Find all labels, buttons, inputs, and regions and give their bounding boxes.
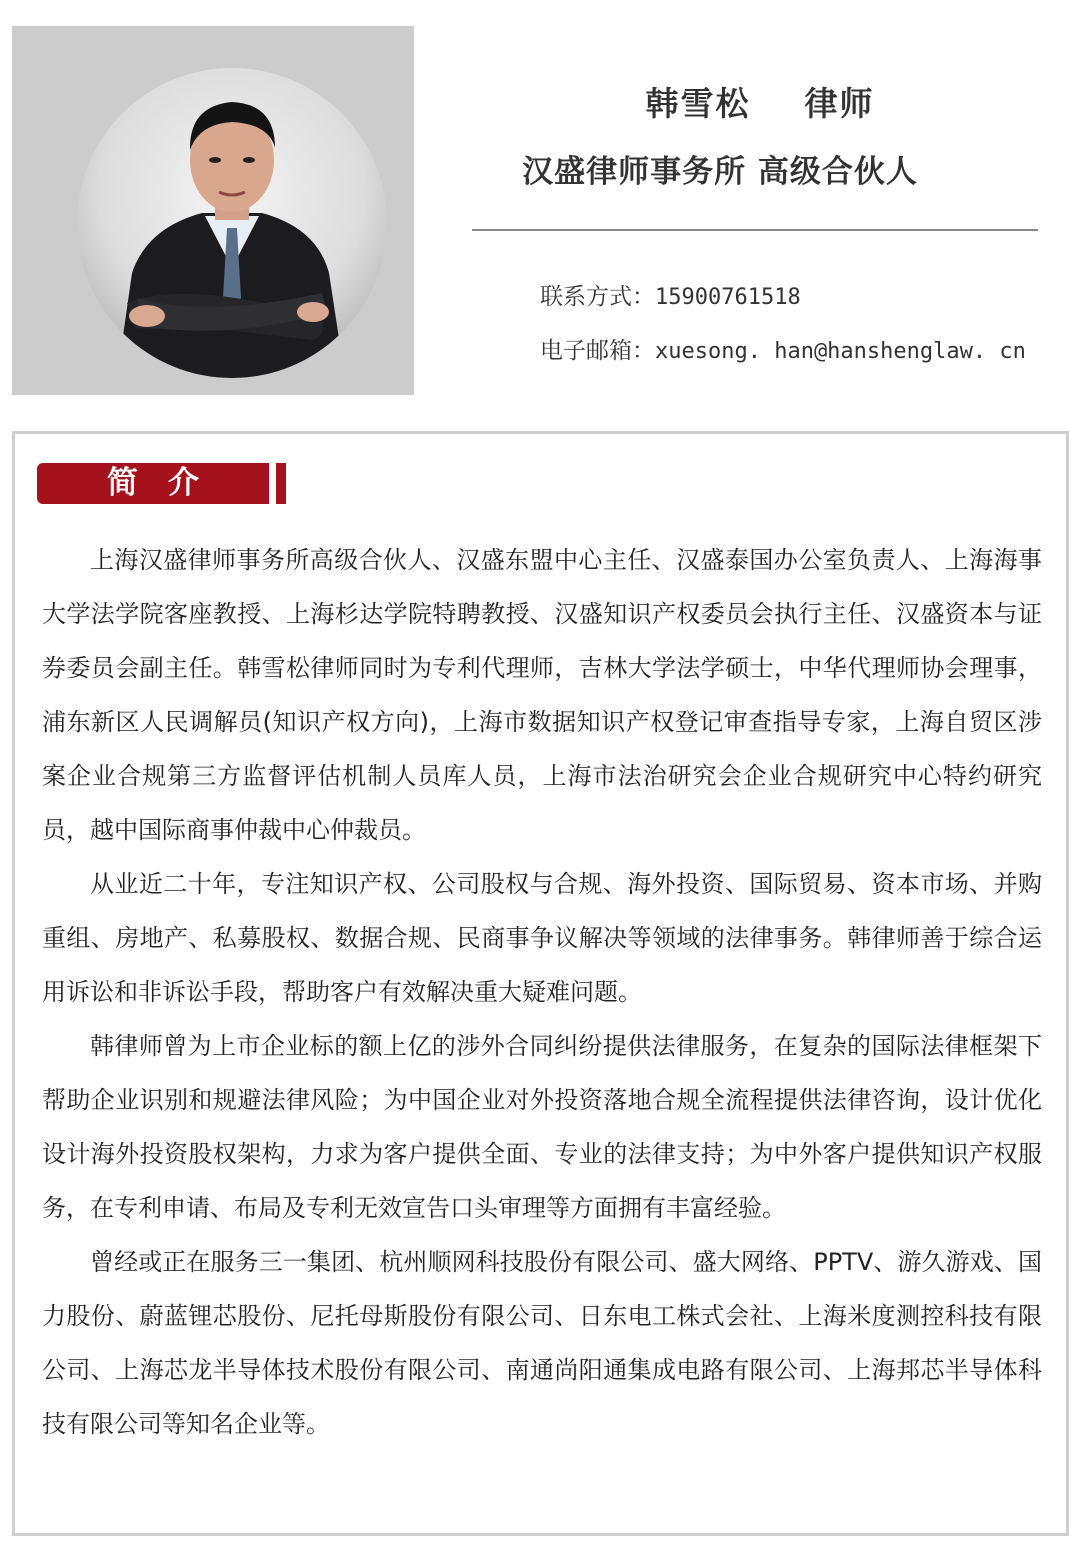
header-divider (472, 229, 1038, 231)
phone-number: 15900761518 (655, 285, 801, 310)
photo-panel (12, 26, 414, 395)
contact-phone-row (540, 278, 801, 311)
lawyer-name: 韩雪松 (645, 84, 751, 123)
portrait-photo (77, 68, 387, 378)
lawyer-title: 律师 (804, 84, 875, 123)
email-address: xuesong. han@hanshenglaw. cn (655, 339, 1026, 364)
bio-paragraph: 上海汉盛律师事务所高级合伙人、汉盛东盟中心主任、汉盛泰国办公室负责人、上海海事大学法学院客座教授、上海杉达学院特聘教授、汉盛知识产权委员会执行主任、汉盛资本与证券委员会副主任。韩雪松律师同时为专利代理师，吉林大学法学硕士，中华代理师协会理事，浦东新区人民调解员(知识产权方向)，上海市数据知识产权登记审查指导专家，上海自贸区涉案企业合规第三方监督评估机制人员库人员，上海市法治研究会企业合规研究中心特约研究员，越中国际商事仲裁中心仲裁员。 (42, 546, 1042, 844)
firm-position: 汉盛律师事务所 高级合伙人 (522, 154, 918, 190)
contact-email-row (540, 332, 1026, 365)
lawyer-name-title (470, 78, 1050, 125)
bio-paragraph: 韩律师曾为上市企业标的额上亿的涉外合同纠纷提供法律服务，在复杂的国际法律框架下帮助企业识别和规避法律风险；为中国企业对外投资落地合规全流程提供法律咨询，设计优化设计海外投资股权架构，力求为客户提供全面、专业的法律支持；为中外客户提供知识产权服务，在专利申请、布局及专利无效宣告口头审理等方面拥有丰富经验。 (42, 1032, 1042, 1222)
bio-paragraph: 从业近二十年，专注知识产权、公司股权与合规、海外投资、国际贸易、资本市场、并购重组、房地产、私募股权、数据合规、民商事争议解决等领域的法律事务。韩律师善于综合运用诉讼和非诉讼手段，帮助客户有效解决重大疑难问题。 (42, 870, 1042, 1006)
phone-label: 联系方式： (540, 284, 655, 310)
email-label: 电子邮箱： (540, 338, 655, 364)
section-tab-accent (276, 463, 286, 504)
bio-text (42, 533, 1042, 1451)
section-title-intro: 简介 (37, 463, 269, 504)
portrait-illustration (77, 68, 387, 378)
bio-paragraph: 曾经或正在服务三一集团、杭州顺网科技股份有限公司、盛大网络、PPTV、游久游戏、国力股份、蔚蓝锂芯股份、尼托母斯股份有限公司、日东电工株式会社、上海米度测控科技有限公司、上海芯龙半导体技术股份有限公司、南通尚阳通集成电路有限公司、上海邦芯半导体科技有限公司等知名企业等。 (42, 1248, 1042, 1438)
